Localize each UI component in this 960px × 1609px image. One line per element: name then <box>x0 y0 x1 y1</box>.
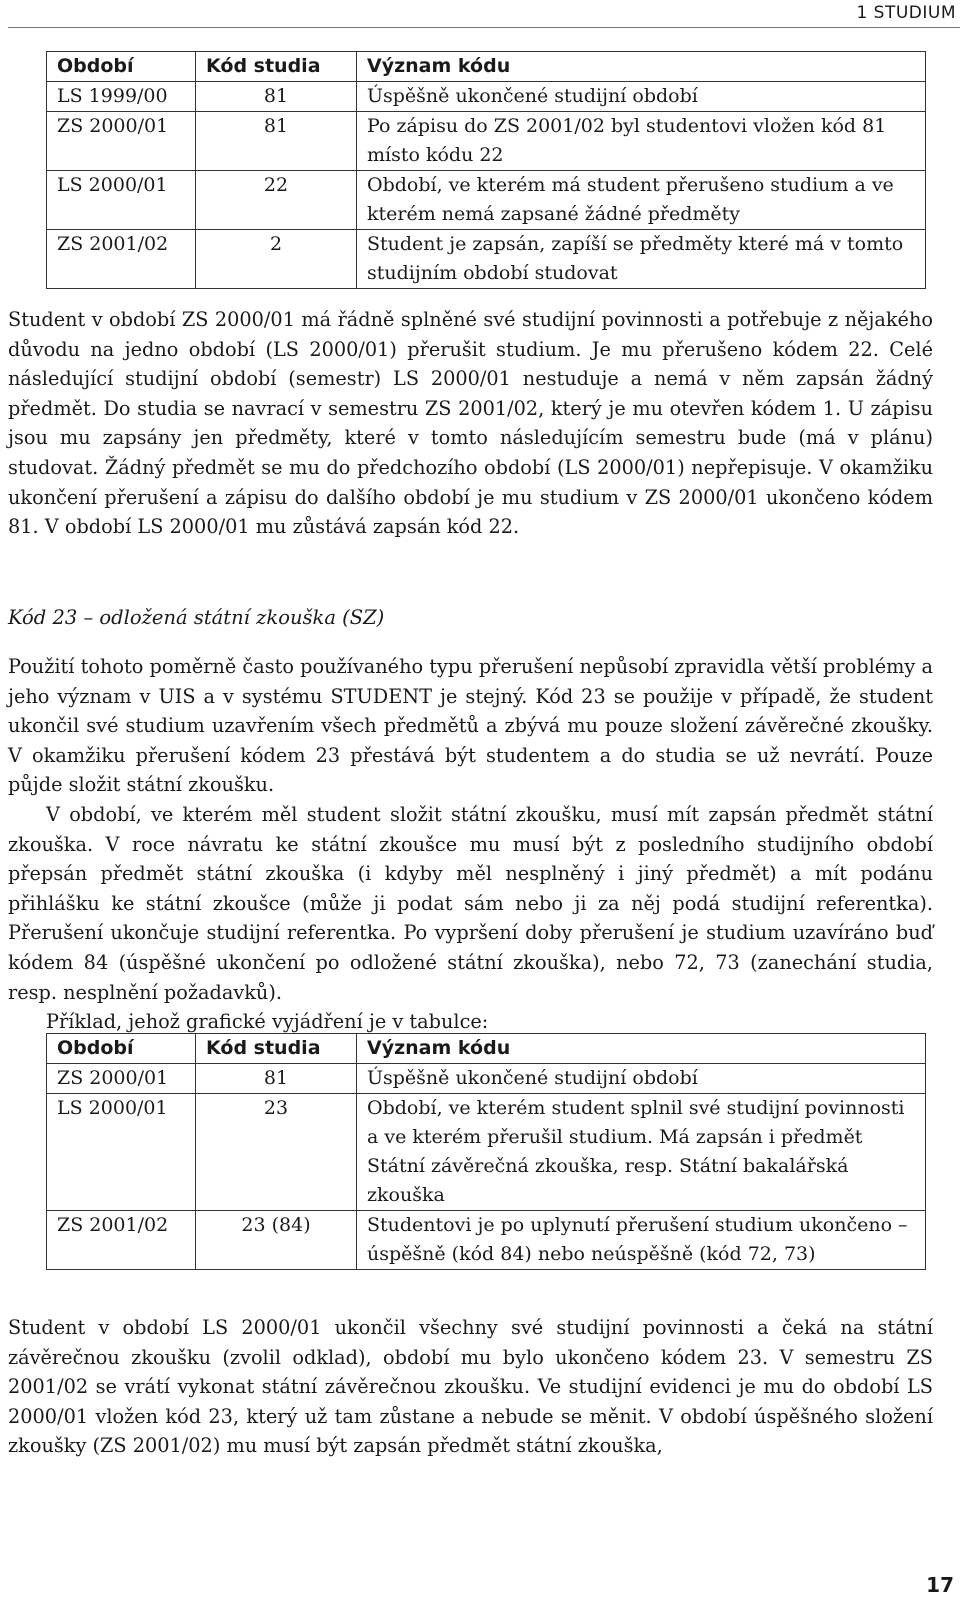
cell-period: LS 1999/00 <box>47 82 196 112</box>
study-codes-table-2 <box>46 1033 926 1270</box>
cell-meaning: Student je zapsán, zapíší se předměty které má v tomto studijním období studovat <box>357 230 926 289</box>
table-row <box>47 171 926 230</box>
table-row <box>47 112 926 171</box>
paragraph-group-code-23 <box>8 652 933 1037</box>
cell-code: 22 <box>196 171 357 230</box>
table-row <box>47 1094 926 1211</box>
table-row <box>47 1211 926 1270</box>
cell-meaning: Po zápisu do ZS 2001/02 byl studentovi vložen kód 81 místo kódu 22 <box>357 112 926 171</box>
column-header-period: Období <box>47 1034 196 1064</box>
study-codes-table-1 <box>46 51 926 289</box>
cell-meaning: Období, ve kterém má student přerušeno studium a ve kterém nemá zapsané žádné předměty <box>357 171 926 230</box>
cell-meaning: Úspěšně ukončené studijní období <box>357 1064 926 1094</box>
section-title: Kód 23 – odložená státní zkouška (SZ) <box>8 606 385 629</box>
example-intro: Příklad, jehož grafické vyjádření je v tabulce: <box>46 1010 489 1034</box>
cell-code: 2 <box>196 230 357 289</box>
table-header-row <box>47 1034 926 1064</box>
header-rule <box>8 27 960 28</box>
cell-code: 23 (84) <box>196 1211 357 1270</box>
cell-period: LS 2000/01 <box>47 1094 196 1211</box>
cell-code: 23 <box>196 1094 357 1211</box>
page-number: 17 <box>926 1573 954 1597</box>
cell-code: 81 <box>196 112 357 171</box>
cell-period: ZS 2001/02 <box>47 230 196 289</box>
paragraph-example-23: Student v období LS 2000/01 ukončil všechny své studijní povinnosti a čeká na státní závěrečnou zkoušku (zvolil odklad), období mu bylo ukončeno kódem 23. V semestru ZS 2001/02 se vrátí vykonat státní závěrečnou zkoušku. Ve studijní evidenci je mu do období LS 2000/01 vložen kód 23, který už tam zůstane a nebude se měnit. V období úspěšného složení zkoušky (ZS 2001/02) mu musí být zapsán předmět státní zkouška, <box>8 1316 933 1458</box>
cell-code: 81 <box>196 1064 357 1094</box>
cell-meaning: Období, ve kterém student splnil své studijní povinnosti a ve kterém přerušil studium. Má zapsán i předmět Státní závěrečná zkouška, resp. Státní bakalářská zkouška <box>357 1094 926 1211</box>
cell-meaning: Úspěšně ukončené studijní období <box>357 82 926 112</box>
running-header: 1 STUDIUM <box>856 3 956 23</box>
column-header-code: Kód studia <box>196 52 357 82</box>
column-header-period: Období <box>47 52 196 82</box>
cell-period: ZS 2000/01 <box>47 1064 196 1094</box>
cell-code: 81 <box>196 82 357 112</box>
cell-period: ZS 2000/01 <box>47 112 196 171</box>
cell-period: LS 2000/01 <box>47 171 196 230</box>
table-header-row <box>47 52 926 82</box>
paragraph-example-22: Student v období ZS 2000/01 má řádně splněné své studijní povinnosti a potřebuje z nějakého důvodu na jedno období (LS 2000/01) přerušit studium. Je mu přerušeno kódem 22. Celé následující studijní období (semestr) LS 2000/01 nestuduje a nemá v něm zapsán žádný předmět. Do studia se navrací v semestru ZS 2001/02, který je mu otevřen kódem 1. U zápisu jsou mu zapsány jen předměty, které v tomto následujícím semestru bude (má v plánu) studovat. Žádný předmět se mu do předchozího období (LS 2000/01) nepřepisuje. V okamžiku ukončení přerušení a zápisu do dalšího období je mu studium v ZS 2000/01 ukončeno kódem 81. V období LS 2000/01 mu zůstává zapsán kód 22. <box>8 308 933 539</box>
paragraph-usage: Použití tohoto poměrně často používaného typu přerušení nepůsobí zpravidla větší problémy a jeho význam v UIS a v systému STUDENT je stejný. Kód 23 se použije v případě, že student ukončil své studium uzavřením všech předmětů a zbývá mu pouze složení závěrečné zkoušky. V okamžiku přerušení kódem 23 přestává být studentem a do studia se už nevrátí. Pouze půjde složit státní zkoušku. <box>8 655 933 797</box>
table-row <box>47 82 926 112</box>
column-header-code: Kód studia <box>196 1034 357 1064</box>
column-header-meaning: Význam kódu <box>357 52 926 82</box>
column-header-meaning: Význam kódu <box>357 1034 926 1064</box>
paragraph-state-exam: V období, ve kterém měl student složit státní zkoušku, musí mít zapsán předmět státní zkouška. V roce návratu ke státní zkoušce mu musí být z posledního studijního období přepsán předmět státní zkouška (i kdyby měl nesplněný i jiný předmět) a mít podánu přihlášku ke státní zkoušce (může ji podat sám nebo ji za něj podá studijní referentka). Přerušení ukončuje studijní referentka. Po vypršení doby přerušení je studium uzavíráno buď kódem 84 (úspěšné ukončení po odložené státní zkouška), nebo 72, 73 (zanechání studia, resp. nesplnění požadavků). <box>8 802 933 1004</box>
cell-period: ZS 2001/02 <box>47 1211 196 1270</box>
table-row <box>47 230 926 289</box>
cell-meaning: Studentovi je po uplynutí přerušení studium ukončeno – úspěšně (kód 84) nebo neúspěšně (kód 72, 73) <box>357 1211 926 1270</box>
table-row <box>47 1064 926 1094</box>
